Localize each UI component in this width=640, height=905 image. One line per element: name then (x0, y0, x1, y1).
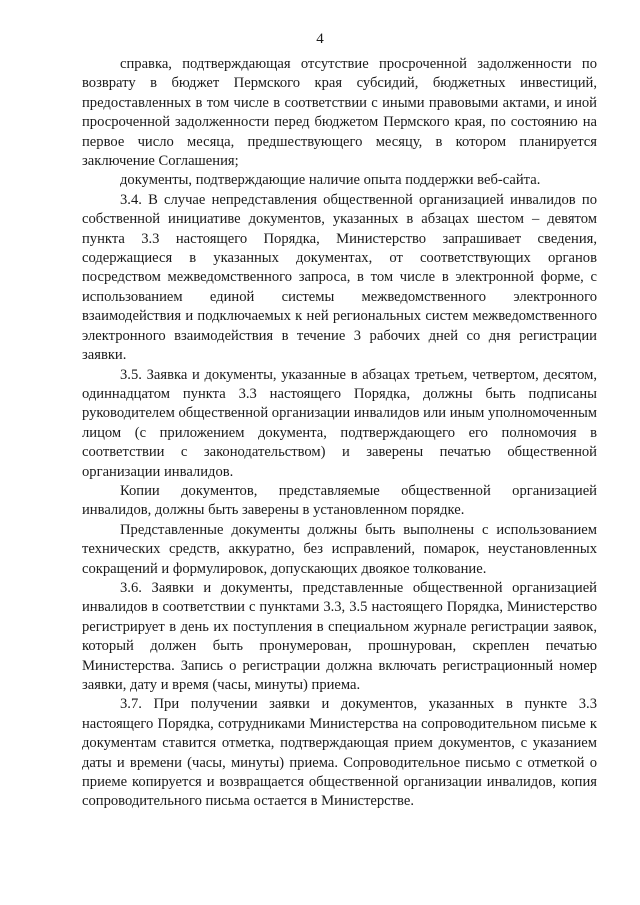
paragraph-clause-3-6: 3.6. Заявки и документы, представленные общественной организацией инвалидов в соответствии с пунктами 3.3, 3.5 настоящего Порядка, Министерство регистрирует в день их поступления в специальном журнале регистрации заявок, который должен быть пронумерован, прошнурован, скреплен печатью Министерства. Запись о регистрации должна включать регистрационный номер заявки, дату и время (часы, минуты) приема. (82, 579, 597, 693)
paragraph-website-experience: документы, подтверждающие наличие опыта поддержки веб-сайта. (120, 172, 541, 189)
paragraph-clause-3-4: 3.4. В случае непредставления общественной организацией инвалидов по собственной инициативе документов, указанных в абзацах шестом – девятом пункта 3.3 настоящего Порядка, Министерство запрашивает сведения, содержащиеся в указанных документах, от соответствующих органов посредством межведомственного запроса, в том числе в электронной форме, с использованием единой системы межведомственного электронного взаимодействия и подключаемых к ней региональных систем межведомственного электронного взаимодействия в течение 3 рабочих дней со дня регистрации заявки. (82, 191, 597, 364)
document-body (82, 55, 597, 812)
paragraph-copies-certified: Копии документов, представляемые общественной организацией инвалидов, должны быть заверены в установленном порядке. (82, 482, 597, 519)
paragraph-documents-requirements: Представленные документы должны быть выполнены с использованием технических средств, аккуратно, без исправлений, помарок, неустановленных сокращений и формулировок, допускающих двоякое толкование. (82, 521, 597, 577)
paragraph-clause-3-5: 3.5. Заявка и документы, указанные в абзацах третьем, четвертом, десятом, одиннадцатом пункта 3.3 настоящего Порядка, должны быть подписаны руководителем общественной организации инвалидов или иным уполномоченным лицом (с приложением документа, подтверждающего его полномочия в соответствии с законодательством) и заверены печатью общественной организации инвалидов. (82, 366, 597, 480)
paragraph-certificate-no-debt: справка, подтверждающая отсутствие просроченной задолженности по возврату в бюджет Пермского края субсидий, бюджетных инвестиций, предоставленных в том числе в соответствии с иными правовыми актами, и иной просроченной задолженности перед бюджетом Пермского края, по состоянию на первое число месяца, предшествующего месяцу, в котором планируется заключение Соглашения; (82, 56, 597, 170)
page-number: 4 (316, 31, 324, 47)
paragraph-clause-3-7: 3.7. При получении заявки и документов, указанных в пункте 3.3 настоящего Порядка, сотрудниками Министерства на сопроводительном письме к документам ставится отметка, подтверждающая прием документов, с указанием даты и времени (часы, минуты) приема. Сопроводительное письмо с отметкой о приеме копируется и возвращается общественной организации инвалидов, копия сопроводительного письма остается в Министерстве. (82, 696, 597, 810)
